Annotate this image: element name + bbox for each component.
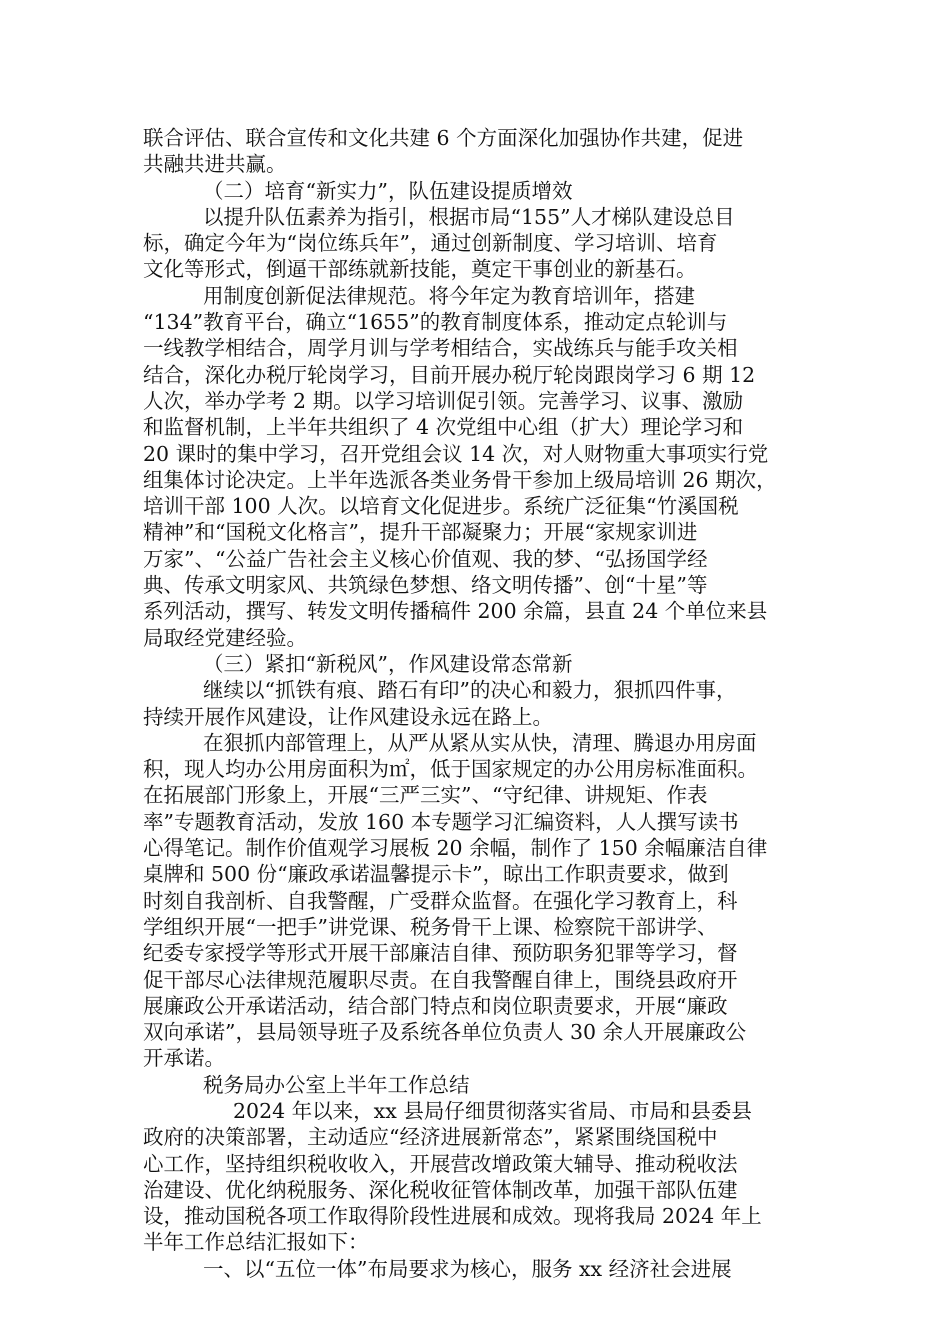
text-line: “134”教育平台，确立“1655”的教育制度体系，推动定点轮训与: [143, 310, 728, 335]
section-heading: （三）紧扣“新税风”，作风建设常态常新: [203, 651, 573, 676]
text-line: 开承诺。: [143, 1046, 225, 1071]
text-line: 用制度创新促法律规范。将今年定为教育培训年，搭建: [203, 283, 695, 308]
text-line: 展廉政公开承诺活动，结合部门特点和岗位职责要求，开展“廉政: [143, 993, 728, 1018]
text-line: 在拓展部门形象上，开展“三严三实”、“守纪律、讲规矩、作表: [143, 783, 708, 808]
text-line: 人次，举办学考 2 期。以学习培训促引领。完善学习、议事、激励: [143, 388, 744, 413]
section-heading: （二）培育“新实力”，队伍建设提质增效: [203, 178, 573, 203]
text-line: 心工作，坚持组织税收收入，开展营改增政策大辅导、推动税收法: [143, 1151, 738, 1176]
text-line: 联合评估、联合宣传和文化共建 6 个方面深化加强协作共建，促进: [143, 126, 744, 150]
text-line: 时刻自我剖析、自我警醒，广受群众监督。在强化学习教育上，科: [143, 888, 738, 913]
text-line: 培训干部 100 人次。以培育文化促进步。系统广泛征集“竹溪国税: [143, 494, 739, 519]
text-line: 积，现人均办公用房面积为㎡，低于国家规定的办公用房标准面积。: [143, 757, 758, 782]
text-line: 文化等形式，倒逼干部练就新技能，奠定干事创业的新基石。: [143, 257, 697, 282]
text-line: 一线教学相结合，周学月训与学考相结合，实战练兵与能手攻关相: [143, 336, 738, 361]
text-line: 政府的决策部署，主动适应“经济进展新常态”，紧紧围绕国税中: [143, 1125, 718, 1150]
text-line: 促干部尽心法律规范履职尽责。在自我警醒自律上，围绕县政府开: [143, 967, 738, 992]
text-line: 继续以“抓铁有痕、踏石有印”的决心和毅力，狠抓四件事，: [203, 678, 737, 703]
text-line: 半年工作总结汇报如下：: [143, 1230, 369, 1255]
text-line: 标，确定今年为“岗位练兵年”，通过创新制度、学习培训、培育: [143, 231, 718, 256]
document-title: 税务局办公室上半年工作总结: [203, 1072, 470, 1097]
text-line: 学组织开展“一把手”讲党课、税务骨干上课、检察院干部讲学、: [143, 914, 718, 939]
text-line: 桌牌和 500 份“廉政承诺温馨提示卡”，晾出工作职责要求，做到: [143, 862, 729, 887]
text-line: 纪委专家授学等形式开展干部廉洁自律、预防职务犯罪等学习，督: [143, 941, 738, 966]
text-line: 率”专题教育活动，发放 160 本专题学习汇编资料，人人撰写读书: [143, 809, 739, 834]
text-line: 持续开展作风建设，让作风建设永远在路上。: [143, 704, 553, 729]
text-line: 组集体讨论决定。上半年选派各类业务骨干参加上级局培训 26 期次，: [143, 467, 777, 492]
text-line: 设，推动国税各项工作取得阶段性进展和成效。现将我局 2024 年上: [143, 1204, 762, 1229]
text-line: 结合，深化办税厅轮岗学习，目前开展办税厅轮岗跟岗学习 6 期 12: [143, 362, 756, 387]
text-line: 20 课时的集中学习，召开党组会议 14 次，对人财物重大事项实行党: [143, 441, 769, 466]
text-line: 系列活动，撰写、转发文明传播稿件 200 余篇，县直 24 个单位来县: [143, 599, 768, 624]
text-line: 万家”、“公益广告社会主义核心价值观、我的梦、“弘扬国学经: [143, 546, 708, 571]
text-line: 以提升队伍素养为指引，根据市局“155”人才梯队建设总目: [203, 204, 735, 229]
text-line: 2024 年以来，xx 县局仔细贯彻落实省局、市局和县委县: [233, 1098, 752, 1123]
text-line: 局取经党建经验。: [143, 625, 307, 650]
document-body: [143, 125, 808, 1282]
text-line: 双向承诺”，县局领导班子及系统各单位负责人 30 余人开展廉政公: [143, 1020, 747, 1045]
text-line: 治建设、优化纳税服务、深化税收征管体制改革，加强干部队伍建: [143, 1177, 738, 1202]
text-line: 在狠抓内部管理上，从严从紧从实从快，清理、腾退办用房面: [203, 730, 757, 755]
text-line: 典、传承文明家风、共筑绿色梦想、络文明传播”、创“十星”等: [143, 573, 708, 598]
text-line: 心得笔记。制作价值观学习展板 20 余幅，制作了 150 余幅廉洁自律: [143, 836, 768, 861]
text-line: 和监督机制，上半年共组织了 4 次党组中心组（扩大）理论学习和: [143, 415, 744, 440]
text-line: 共融共进共赢。: [143, 152, 287, 177]
text-line: 精神”和“国税文化格言”，提升干部凝聚力；开展“家规家训进: [143, 520, 698, 545]
section-heading: 一、以“五位一体”布局要求为核心，服务 xx 经济社会进展: [203, 1256, 732, 1281]
